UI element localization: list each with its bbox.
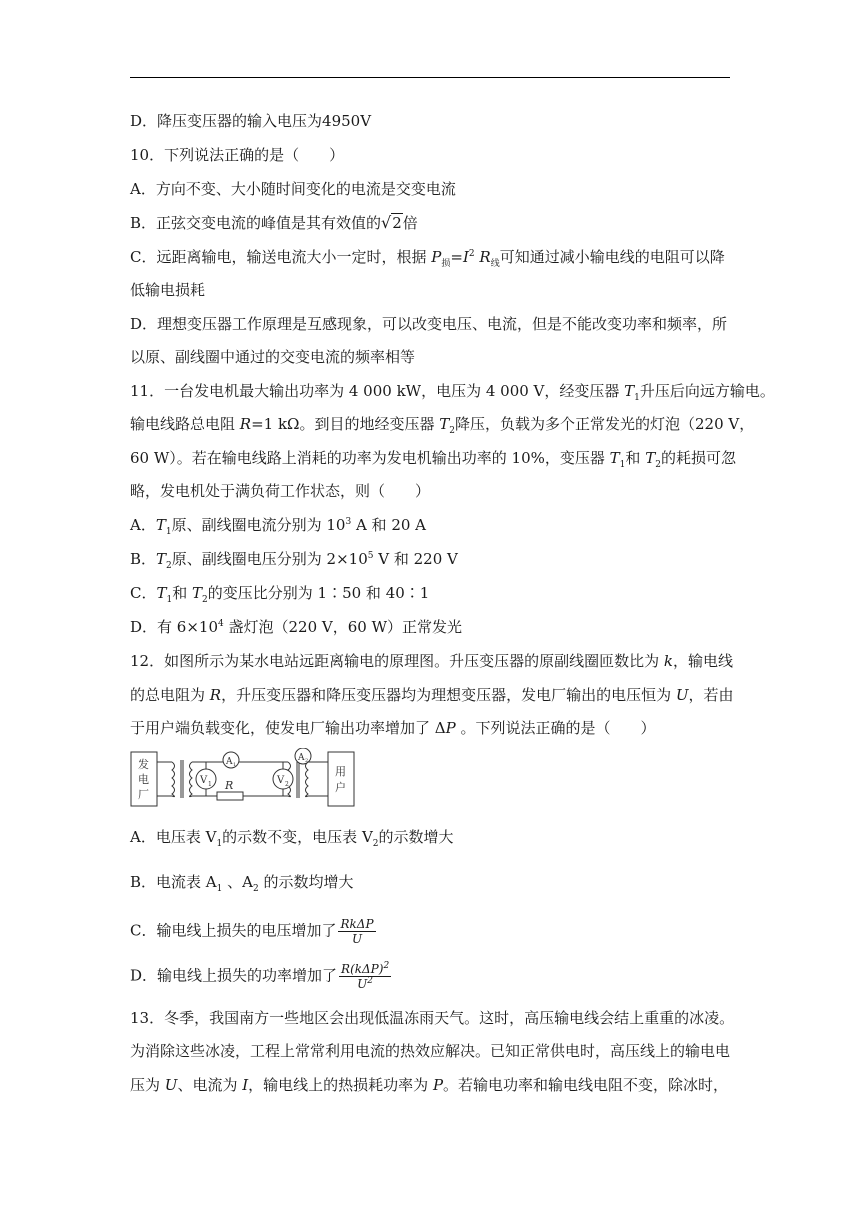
q10-option-d-line2: 以原、副线圈中通过的交变电流的频率相等	[130, 348, 416, 366]
v2-sub: 2	[285, 781, 289, 788]
t1-primary-coil	[172, 762, 175, 797]
a1-label: A	[226, 757, 233, 767]
generator-label-3: 厂	[138, 788, 149, 801]
q11-stem-line1: 11．一台发电机最大输出功率为 4 000 kW，电压为 4 000 V，经变压器 $T_1$升压后向远方输电。	[130, 382, 775, 403]
q12-stem-line3: 于用户端负载变化，使发电厂输出功率增加了 ΔP 。下列说法正确的是（ ）	[130, 719, 656, 737]
v2-label: V	[277, 775, 285, 786]
a2-label: A	[298, 753, 305, 763]
a2-sub: 2	[305, 758, 309, 764]
v1-sub: 1	[208, 781, 212, 788]
generator-label-1: 发	[138, 758, 149, 771]
q13-line1: 13．冬季，我国南方一些地区会出现低温冻雨天气。这时，高压输电线会结上重重的冰凌。	[130, 1009, 735, 1027]
q13-line2: 为消除这些冰凌，工程上常常利用电流的热效应解决。已知正常供电时，高压线上的输电电	[130, 1042, 731, 1060]
q12-option-c: C．输电线上损失的电压增加了 $\frac{\text{RkΔP}}{U}$	[130, 917, 374, 946]
resistor-r	[217, 792, 243, 800]
q10-option-a: A．方向不变、大小随时间变化的电流是交变电流	[130, 180, 456, 198]
q10-option-c-line1: C．远距离输电，输送电流大小一定时，根据 $P_损=I^2$ $R_线$可知通过减小输电线的电阻可以降	[130, 248, 725, 269]
user-label-2: 户	[335, 781, 346, 794]
user-label-1: 用	[335, 765, 346, 778]
q9-option-d: D．降压变压器的输入电压为4950V	[130, 112, 372, 130]
t1-secondary-coil	[190, 762, 193, 797]
q10-option-c-line2: 低输电损耗	[130, 281, 206, 299]
q11-option-b: B．$T_2$原、副线圈电压分别为 $2\times 10^5$ V 和 220 V	[130, 550, 458, 571]
q11-option-a: A．$T_1$原、副线圈电流分别为 $10^3$ A 和 20 A	[130, 516, 427, 537]
user-box	[328, 752, 354, 806]
v1-label: V	[200, 775, 208, 786]
q12-option-b: B．电流表 $A_1$ 、$A_2$ 的示数均增大	[130, 873, 354, 894]
sqrt-symbol: √2	[381, 213, 402, 232]
a1-sub: 1	[233, 762, 237, 768]
q11-stem-line2: 输电线路总电阻 R=1 kΩ。到目的地经变压器 $T_2$降压，负载为多个正常发光的灯泡（220 V，	[130, 415, 755, 436]
q12-stem-line2: 的总电阻为 R，升压变压器和降压变压器均为理想变压器，发电厂输出的电压恒为 U，若由	[130, 686, 734, 704]
fraction-rkdp-over-u: $\frac{\text{RkΔP}}{U}$	[340, 917, 374, 946]
q10-option-b: B．正弦交变电流的峰值是其有效值的√2倍	[130, 213, 418, 232]
fraction-rkdp2-over-u2: $\frac{R(k\Delta P)^2}{U^2}$	[341, 961, 390, 991]
q11-option-d: D．有 $6\times 10^4$ 盏灯泡（220 V，60 W）正常发光	[130, 618, 463, 636]
q12-option-a: A．电压表 $V_1$的示数不变，电压表 $V_2$的示数增大	[130, 828, 454, 849]
power-transmission-circuit-diagram	[130, 748, 360, 810]
q10-option-d-line1: D．理想变压器工作原理是互感现象，可以改变电压、电流，但是不能改变功率和频率，所	[130, 315, 728, 333]
q11-option-c: C．$T_1$和 $T_2$的变压比分别为 1∶50 和 40∶1	[130, 584, 430, 605]
header-rule	[130, 77, 730, 78]
q11-stem-line4: 略，发电机处于满负荷工作状态，则（ ）	[130, 482, 431, 500]
q10-stem: 10．下列说法正确的是（ ）	[130, 146, 345, 164]
q12-option-d: D．输电线上损失的功率增加了 $\frac{R(k\Delta P)^2}{U^2}$	[130, 961, 390, 991]
q11-stem-line3: 60 W）。若在输电线路上消耗的功率为发电机输出功率的 10%，变压器 $T_1$和 $T_2$的耗损可忽	[130, 449, 736, 470]
q13-line3: 压为 U、电流为 I，输电线上的热损耗功率为 P。若输电功率和输电线电阻不变，除冰时，	[130, 1076, 729, 1094]
q12-stem-line1: 12．如图所示为某水电站远距离输电的原理图。升压变压器的原副线圈匝数比为 k，输电线	[130, 652, 733, 670]
resistor-label: R	[225, 779, 234, 792]
generator-label-2: 电	[138, 773, 149, 786]
t2-secondary-coil	[306, 762, 309, 797]
